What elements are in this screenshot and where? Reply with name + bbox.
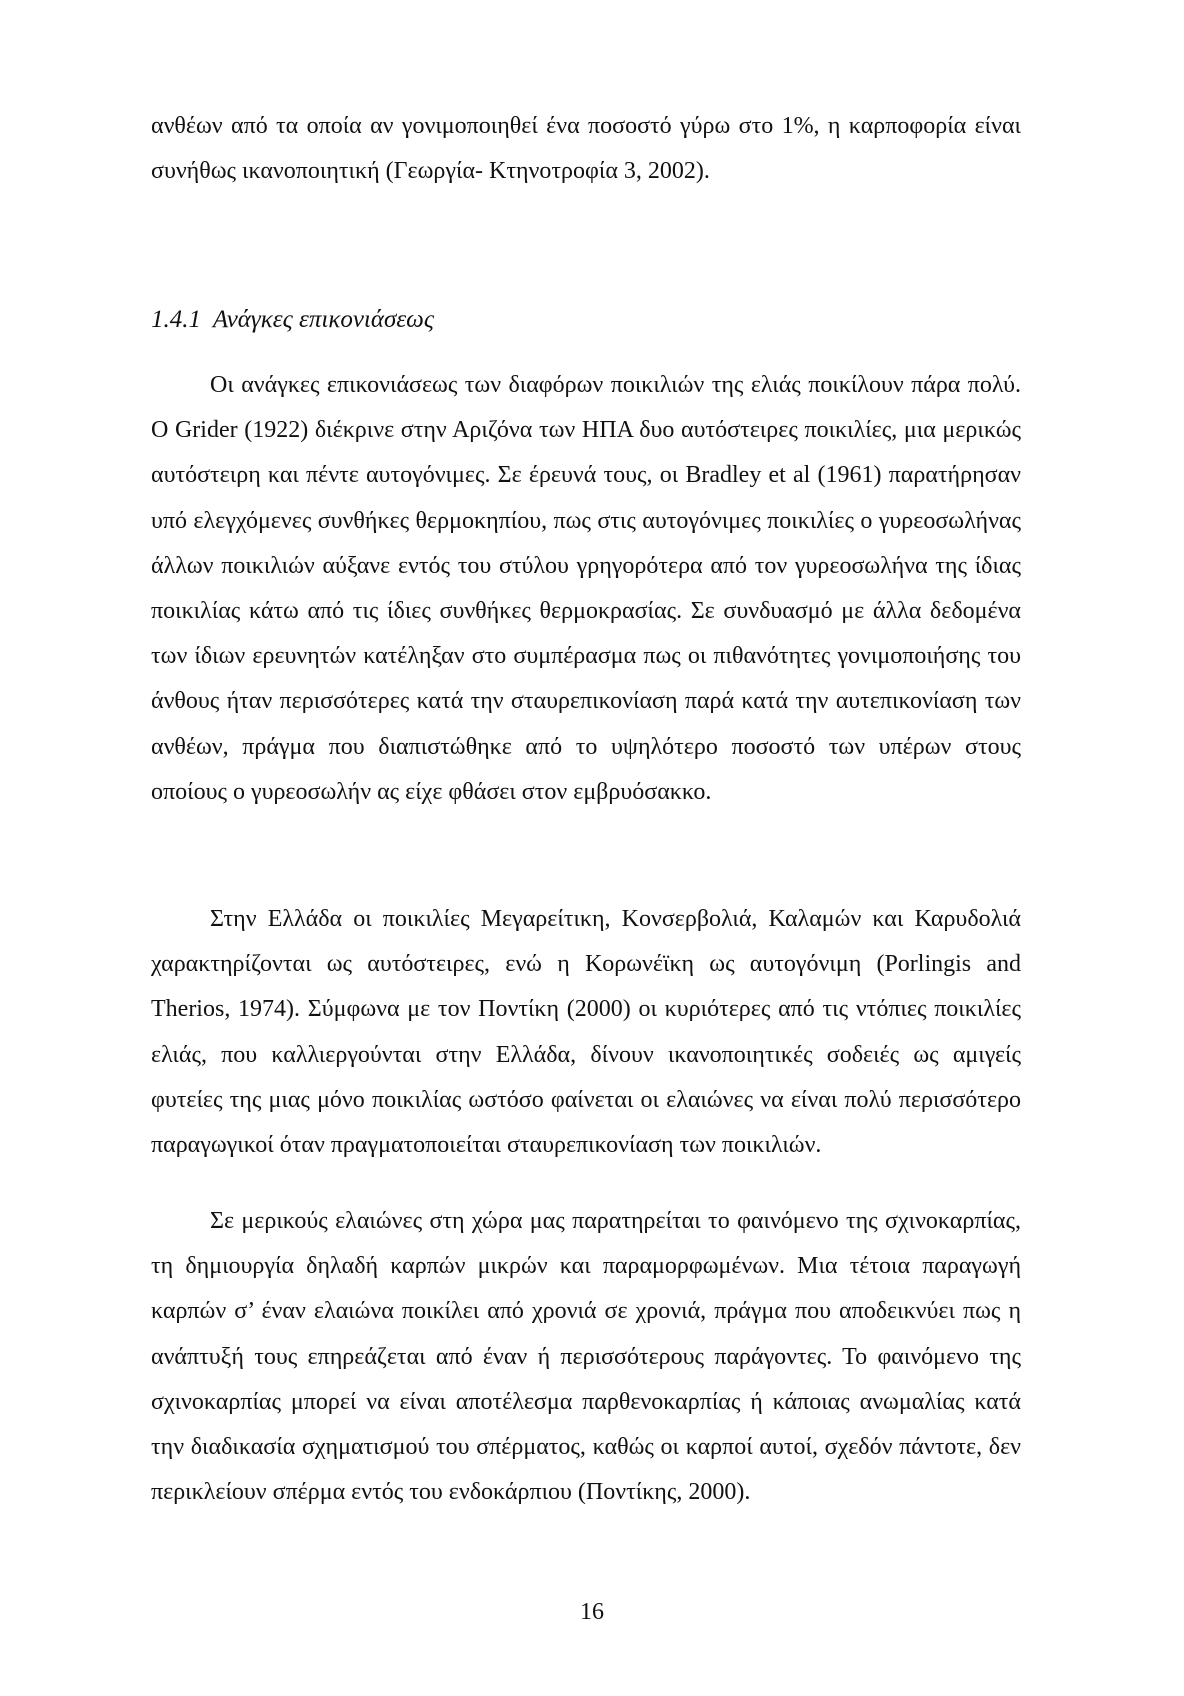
page-number: 16 bbox=[580, 1599, 604, 1625]
paragraph-shotberry: Σε μερικούς ελαιώνες στη χώρα μας παρατηρείται το φαινόμενο της σχινοκαρπίας, τη δημιουργία δηλαδή καρπών μικρών και παραμορφωμένων. Μια τέτοια παραγωγή καρπών σ’ έναν ελαιώνα ποικίλει από χρονιά σε χρονιά, πράγμα που αποδεικνύει πως η ανάπτυξή τους επηρεάζεται από έναν ή περισσότερους παράγοντες. Το φαινόμενο της σχινοκαρπίας μπορεί να είναι αποτέλεσμα παρθενοκαρπίας ή κάποιας ανωμαλίας κατά την διαδικασία σχηματισμού του σπέρματος, καθώς οι καρποί αυτοί, σχεδόν πάντοτε, δεν περικλείουν σπέρμα εντός του ενδοκάρπιου (Ποντίκης, 2000). bbox=[151, 1208, 1021, 1506]
section-title: Ανάγκες επικονιάσεως bbox=[212, 306, 434, 333]
paragraph-pollination-needs: Οι ανάγκες επικονιάσεως των διαφόρων ποικιλιών της ελιάς ποικίλουν πάρα πολύ. Ο Grider (1922) διέκρινε στην Αριζόνα των ΗΠΑ δυο αυτόστειρες ποικιλίες, μια μερικώς αυτόστειρη και πέντε αυτογόνιμες. Σε έρευνά τους, οι Bradley et al (1961) παρατήρησαν υπό ελεγχόμενες συνθήκες θερμοκηπίου, πως στις αυτογόνιμες ποικιλίες ο γυρεοσωλήνας άλλων ποικιλιών αύξανε εντός του στύλου γρηγορότερα από τον γυρεοσωλήνα της ίδιας ποικιλίας κάτω από τις ίδιες συνθήκες θερμοκρασίας. Σε συνδυασμό με άλλα δεδομένα των ίδιων ερευνητών κατέληξαν στο συμπέρασμα πως οι πιθανότητες γονιμοποιήσης του άνθους ήταν περισσότερες κατά την σταυρεπικονίαση παρά κατά την αυτεπικονίαση των ανθέων, πράγμα που διαπιστώθηκε από το υψηλότερο ποσοστό των υπέρων στους οποίους ο γυρεοσωλήν ας είχε φθάσει στον εμβρυόσακκο. bbox=[151, 372, 1021, 805]
paragraph-greek-varieties: Στην Ελλάδα οι ποικιλίες Μεγαρείτικη, Κονσερβολιά, Καλαμών και Καρυδολιά χαρακτηρίζονται ως αυτόστειρες, ενώ η Κορωνέϊκη ως αυτογόνιμη (Porlingis and Therios, 1974). Σύμφωνα με τον Ποντίκη (2000) οι κυριότερες από τις ντόπιες ποικιλίες ελιάς, που καλλιεργούνται στην Ελλάδα, δίνουν ικανοποιητικές σοδειές ως αμιγείς φυτείες της μιας μόνο ποικιλίας ωστόσο φαίνεται οι ελαιώνες να είναι πολύ περισσότερο παραγωγικοί όταν πραγματοποιείται σταυρεπικονίαση των ποικιλιών. bbox=[151, 906, 1021, 1159]
section-number: 1.4.1 bbox=[151, 306, 201, 333]
section-heading bbox=[151, 300, 434, 340]
intro-paragraph: ανθέων από τα οποία αν γονιμοποιηθεί ένα ποσοστό γύρω στο 1%, η καρποφορία είναι συνήθως ικανοποιητική (Γεωργία- Κτηνοτροφία 3, 2002). bbox=[151, 113, 1021, 185]
